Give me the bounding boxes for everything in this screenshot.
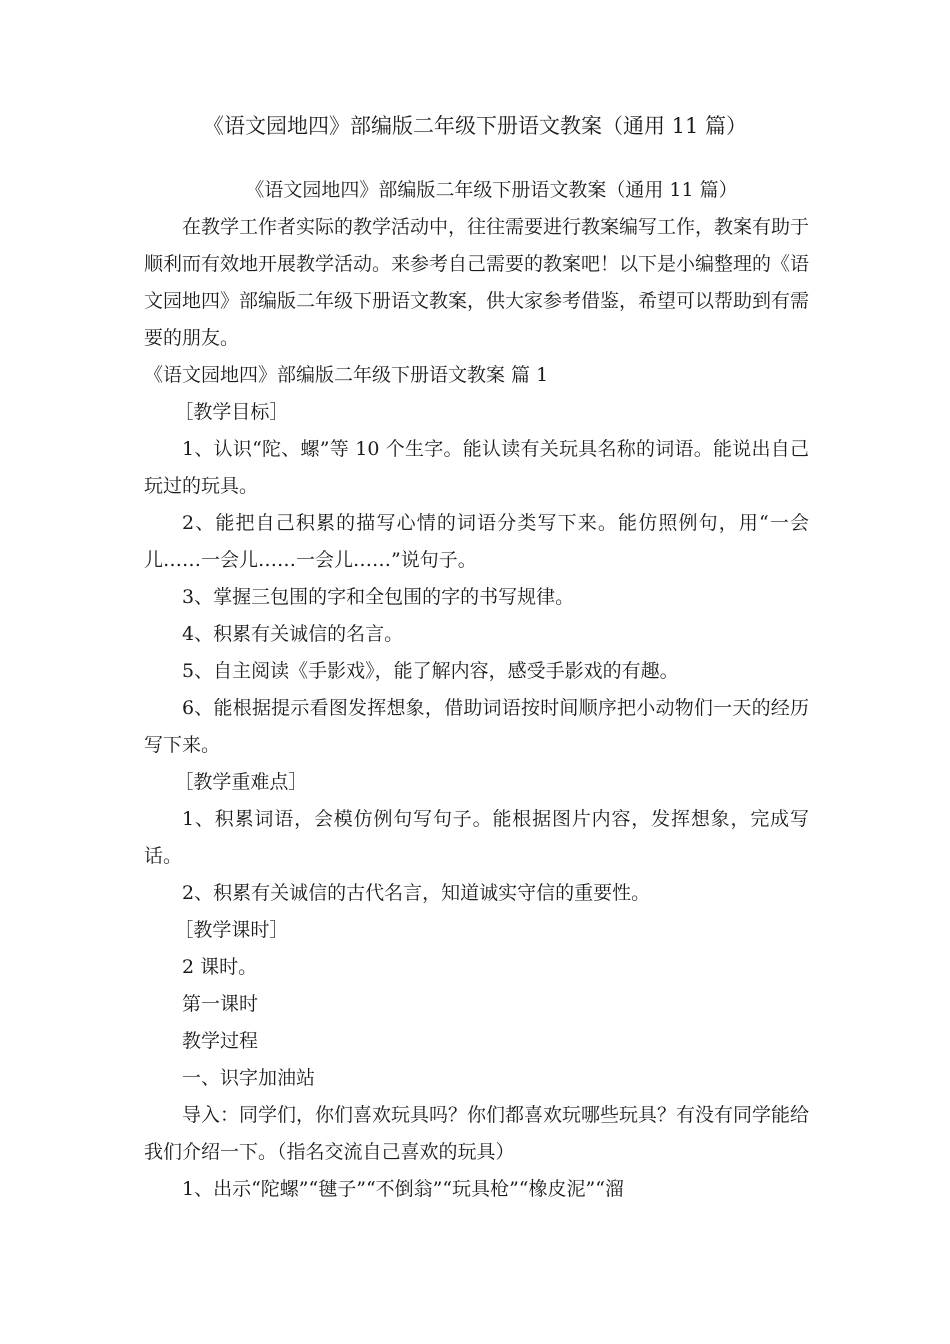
part-one-heading: 一、识字加油站 — [182, 1067, 316, 1089]
goal-item-2: 2、能把自己积累的描写心情的词语分类写下来。能仿照例句，用“一会儿……一会儿……一会儿……”说句子。 — [144, 512, 809, 571]
subheading-class-hours: ［教学课时］ — [174, 919, 289, 941]
section-heading: 《语文园地四》部编版二年级下册语文教案 篇 1 — [144, 364, 549, 386]
subtitle-paragraph: 《语文园地四》部编版二年级下册语文教案（通用 11 篇） — [245, 179, 738, 201]
goal-item-4: 4、积累有关诚信的名言。 — [182, 623, 404, 645]
intro-activity-paragraph: 导入：同学们，你们喜欢玩具吗？你们都喜欢玩哪些玩具？有没有同学能给我们介绍一下。（指名交流自己喜欢的玩具） — [144, 1104, 810, 1163]
goal-item-1: 1、认识“陀、螺”等 10 个生字。能认读有关玩具名称的词语。能说出自己玩过的玩具。 — [144, 438, 809, 497]
document-body — [144, 172, 809, 1208]
key-point-1: 1、积累词语，会模仿例句写句子。能根据图片内容，发挥想象，完成写话。 — [144, 808, 809, 867]
subheading-teaching-goals: ［教学目标］ — [174, 401, 289, 423]
lesson-one-heading: 第一课时 — [182, 993, 259, 1015]
key-point-2: 2、积累有关诚信的古代名言，知道诚实守信的重要性。 — [182, 882, 651, 904]
document-title: 《语文园地四》部编版二年级下册语文教案（通用 11 篇） — [202, 114, 748, 138]
subheading-key-points: ［教学重难点］ — [174, 771, 308, 793]
goal-item-5: 5、自主阅读《手影戏》，能了解内容，感受手影戏的有趣。 — [182, 660, 679, 682]
intro-paragraph: 在教学工作者实际的教学活动中，往往需要进行教案编写工作，教案有助于顺利而有效地开展教学活动。来参考自己需要的教案吧！以下是小编整理的《语文园地四》部编版二年级下册语文教案，供大家参考借鉴，希望可以帮助到有需要的朋友。 — [144, 216, 810, 349]
teaching-process-heading: 教学过程 — [182, 1030, 259, 1052]
goal-item-3: 3、掌握三包围的字和全包围的字的书写规律。 — [182, 586, 575, 608]
goal-item-6: 6、能根据提示看图发挥想象，借助词语按时间顺序把小动物们一天的经历写下来。 — [144, 697, 809, 756]
activity-item-1: 1、出示“陀螺”“毽子”“不倒翁”“玩具枪”“橡皮泥”“溜 — [182, 1178, 624, 1200]
class-hours-value: 2 课时。 — [182, 956, 258, 978]
